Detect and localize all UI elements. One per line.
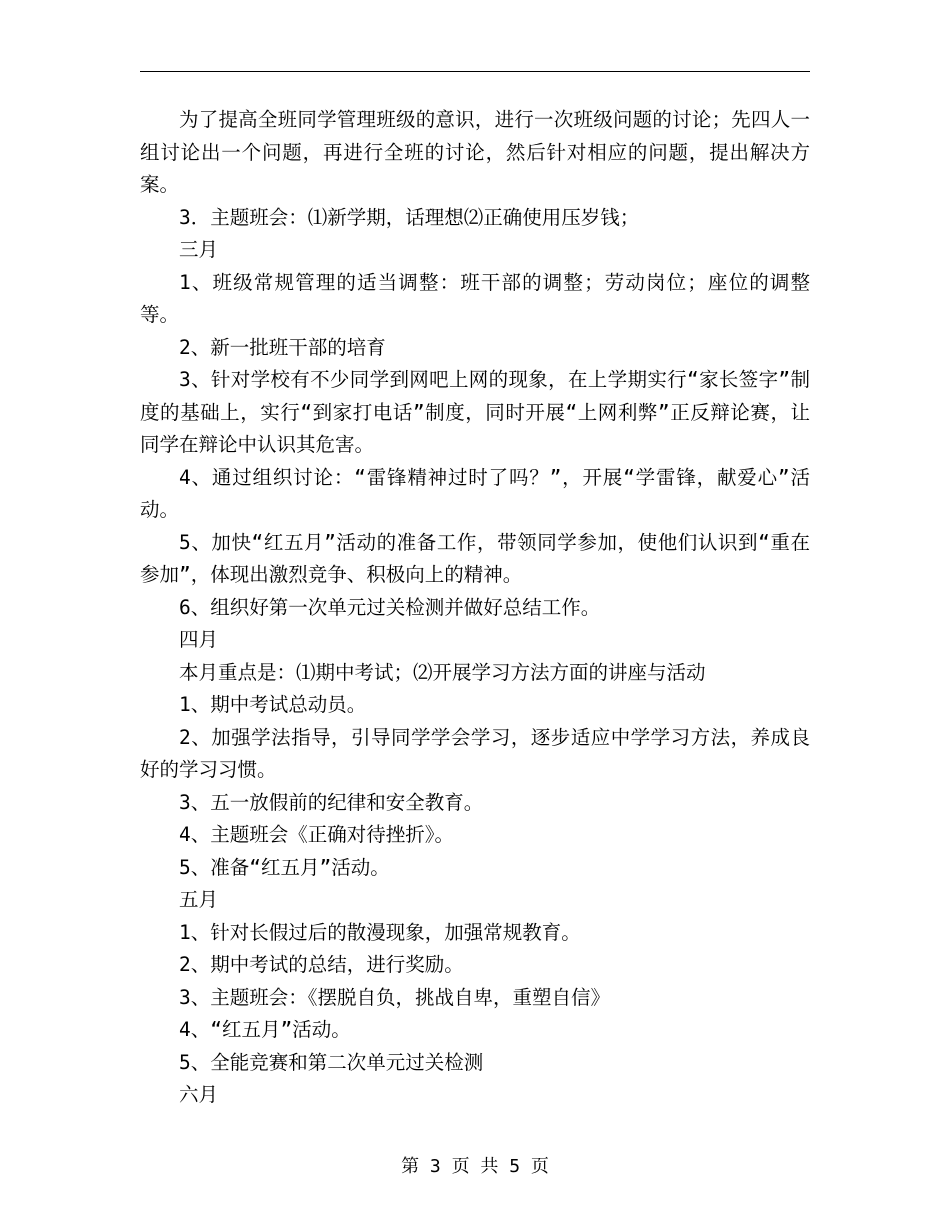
paragraph: 本月重点是：⑴期中考试；⑵开展学习方法方面的讲座与活动 <box>179 660 706 684</box>
paragraph: 1、针对长假过后的散漫现象，加强常规教育。 <box>179 920 581 944</box>
paragraph: 1、期中考试总动员。 <box>179 693 367 716</box>
paragraph: 为了提高全班同学管理班级的意识，进行一次班级问题的讨论；先四人一组讨论出一个问题，再进行全班的讨论，然后针对相应的问题，提出解决方案。 <box>140 108 810 196</box>
paragraph: 4、通过组织讨论：“雷锋精神过时了吗？”，开展“学雷锋，献爱心”活动。 <box>140 465 810 521</box>
page-number-footer: 第 3 页 共 5 页 <box>401 1156 549 1177</box>
paragraph: 2、加强学法指导，引导同学学会学习，逐步适应中学学习方法，养成良好的学习习惯。 <box>140 725 810 781</box>
paragraph: 6、组织好第一次单元过关检测并做好总结工作。 <box>179 595 601 619</box>
paragraph: 5、准备“红五月”活动。 <box>179 855 390 879</box>
paragraph: 5、加快“红五月”活动的准备工作，带领同学参加，使他们认识到“重在参加”，体现出激烈竞争、积极向上的精神。 <box>140 530 810 586</box>
paragraph: 3、五一放假前的纪律和安全教育。 <box>179 790 484 814</box>
document-body <box>140 104 810 1112</box>
paragraph: 4、“红五月”活动。 <box>179 1018 351 1041</box>
paragraph: 4、主题班会《正确对待挫折》。 <box>179 823 454 846</box>
section-heading: 五月 <box>179 888 219 911</box>
section-heading: 四月 <box>179 628 219 651</box>
paragraph: 3．主题班会：⑴新学期，话理想⑵正确使用压岁钱； <box>179 205 640 229</box>
paragraph: 3、针对学校有不少同学到网吧上网的现象，在上学期实行“家长签字”制度的基础上，实行“到家打电话”制度，同时开展“上网利弊”正反辩论赛，让同学在辩论中认识其危害。 <box>140 368 810 456</box>
paragraph: 1、班级常规管理的适当调整：班干部的调整；劳动岗位；座位的调整等。 <box>140 270 810 326</box>
paragraph: 2、新一批班干部的培育 <box>179 335 386 359</box>
section-heading: 六月 <box>179 1083 219 1106</box>
paragraph: 3、主题班会：《摆脱自负，挑战自卑，重塑自信》 <box>179 985 610 1009</box>
paragraph: 5、全能竞赛和第二次单元过关检测 <box>179 1050 484 1074</box>
section-heading: 三月 <box>179 238 219 261</box>
paragraph: 2、期中考试的总结，进行奖励。 <box>179 953 464 976</box>
header-rule <box>140 71 810 72</box>
